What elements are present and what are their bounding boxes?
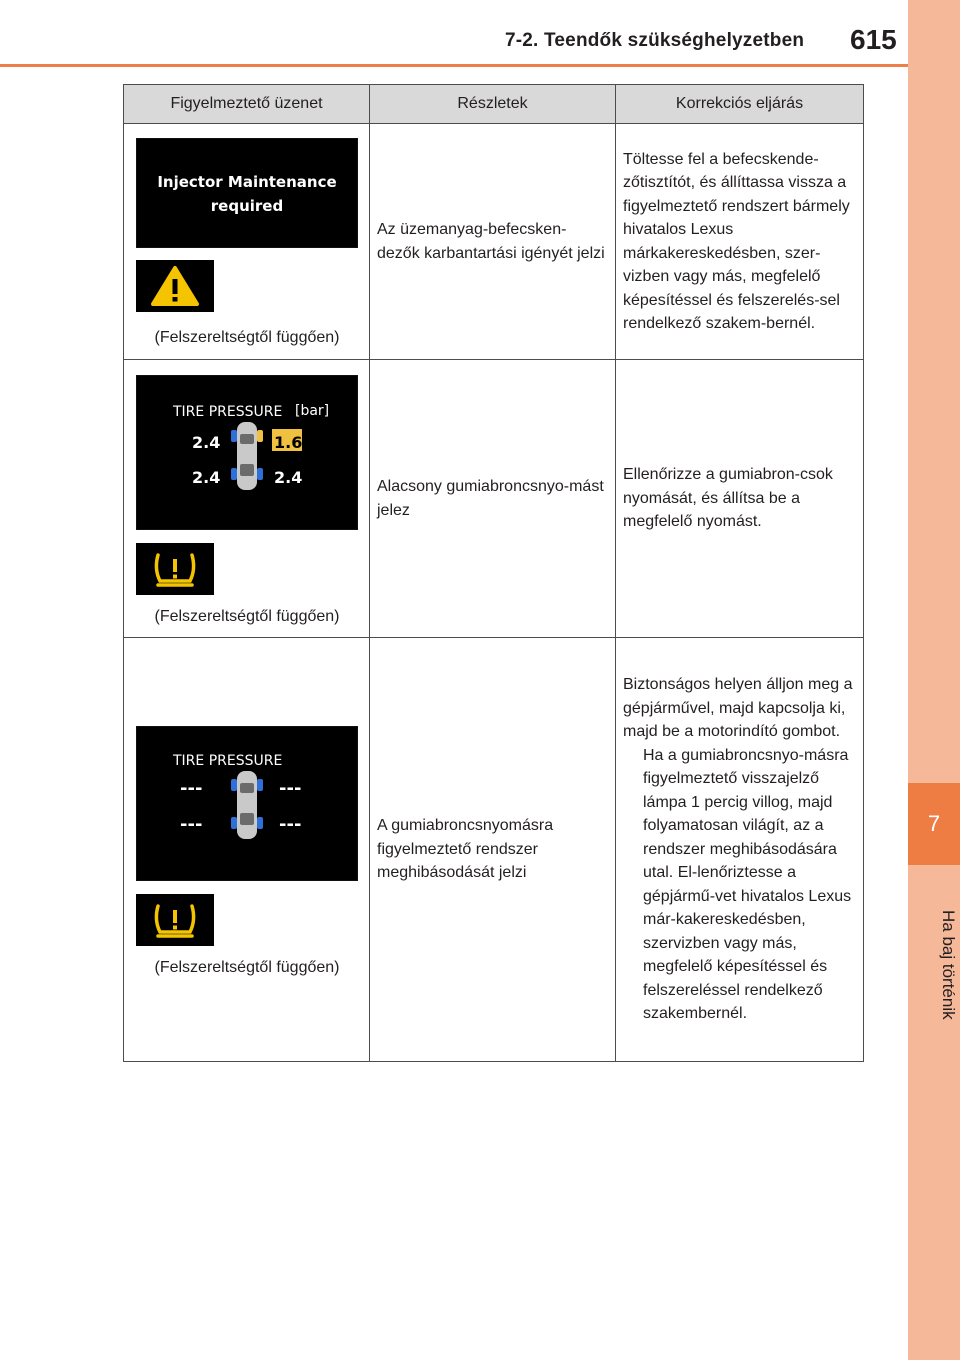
rear-left-pressure: 2.4	[192, 468, 221, 487]
header-rule	[0, 64, 908, 67]
display-title: TIRE PRESSURE	[173, 404, 283, 420]
table-row	[124, 638, 864, 1062]
display-line: required	[210, 197, 284, 215]
warning-triangle-icon	[136, 260, 214, 312]
tire-pressure-display	[136, 375, 358, 530]
display-title: TIRE PRESSURE	[173, 753, 283, 769]
warning-message-cell	[124, 124, 370, 360]
front-right-pressure: ---	[279, 778, 302, 799]
column-header: Figyelmeztető üzenet	[124, 85, 370, 124]
display-line: Injector Maintenance	[157, 173, 337, 191]
table-row	[124, 124, 864, 360]
section-title: 7-2. Teendők szükséghelyzetben	[505, 30, 805, 51]
display-unit: [bar]	[295, 403, 330, 419]
side-tab	[908, 0, 960, 1360]
rear-left-pressure: ---	[180, 814, 203, 835]
tire-pressure-warning-icon	[136, 543, 214, 595]
details-cell: A gumiabroncsnyomásra figyelmeztető rendszer meghibásodását jelzi	[370, 638, 616, 1062]
column-header: Korrekciós eljárás	[616, 85, 864, 124]
tire-pressure-warning-icon	[136, 894, 214, 946]
caption: (Felszereltségtől függően)	[154, 329, 340, 346]
table-row	[124, 360, 864, 638]
warning-message-cell	[124, 360, 370, 638]
front-left-pressure: 2.4	[192, 433, 221, 452]
caption: (Felszereltségtől függően)	[154, 608, 340, 625]
car-top-view-icon	[229, 420, 265, 492]
page-number: 615	[850, 24, 897, 55]
chapter-number-tab[interactable]: 7	[908, 783, 960, 865]
caption: (Felszereltségtől függően)	[154, 959, 340, 976]
correction-sub-text: Ha a gumiabroncsnyo-másra figyelmeztető visszajelző lámpa 1 percig villog, majd folyamatosan világít, az a rendszer meghibásodására utal. El-lenőriztesse a gépjármű-vet hivatalos Lexus már-kakereskedésben, szervizben vagy más, megfelelő képesítéssel és felszereléssel rendelkező szakembernél.	[643, 746, 852, 1023]
correction-cell: Ellenőrizze a gumiabron-csok nyomását, és állítsa be a megfelelő nyomást.	[616, 360, 864, 638]
details-cell: Az üzemanyag-befecsken-dezők karbantartási igényét jelzi	[370, 124, 616, 360]
column-header: Részletek	[370, 85, 616, 124]
front-left-pressure: ---	[180, 778, 203, 799]
correction-cell: Töltesse fel a befecskende-zőtisztítót, és állíttassa vissza a figyelmeztető rendszert bármely hivatalos Lexus márkakereskedésben, szer-vizben vagy más, megfelelő képesítéssel és felszerelés-sel rendelkező szakem-bernél.	[616, 124, 864, 360]
rear-right-pressure: 2.4	[274, 468, 303, 487]
warning-table	[123, 84, 864, 1062]
front-right-pressure: 1.6	[274, 433, 303, 452]
chapter-title: Ha baj történik	[939, 910, 958, 1020]
correction-cell	[616, 638, 864, 1062]
rear-right-pressure: ---	[279, 814, 302, 835]
injector-maintenance-display	[136, 138, 358, 248]
warning-message-cell	[124, 638, 370, 1062]
car-top-view-icon	[229, 769, 265, 841]
correction-main-text: Biztonságos helyen álljon meg a gépjárművel, majd kapcsolja ki, majd be a motorindító gombot.	[623, 676, 853, 741]
tire-pressure-malfunction-display	[136, 726, 358, 881]
table-header-row	[124, 85, 864, 124]
details-cell: Alacsony gumiabroncsnyo-mást jelez	[370, 360, 616, 638]
